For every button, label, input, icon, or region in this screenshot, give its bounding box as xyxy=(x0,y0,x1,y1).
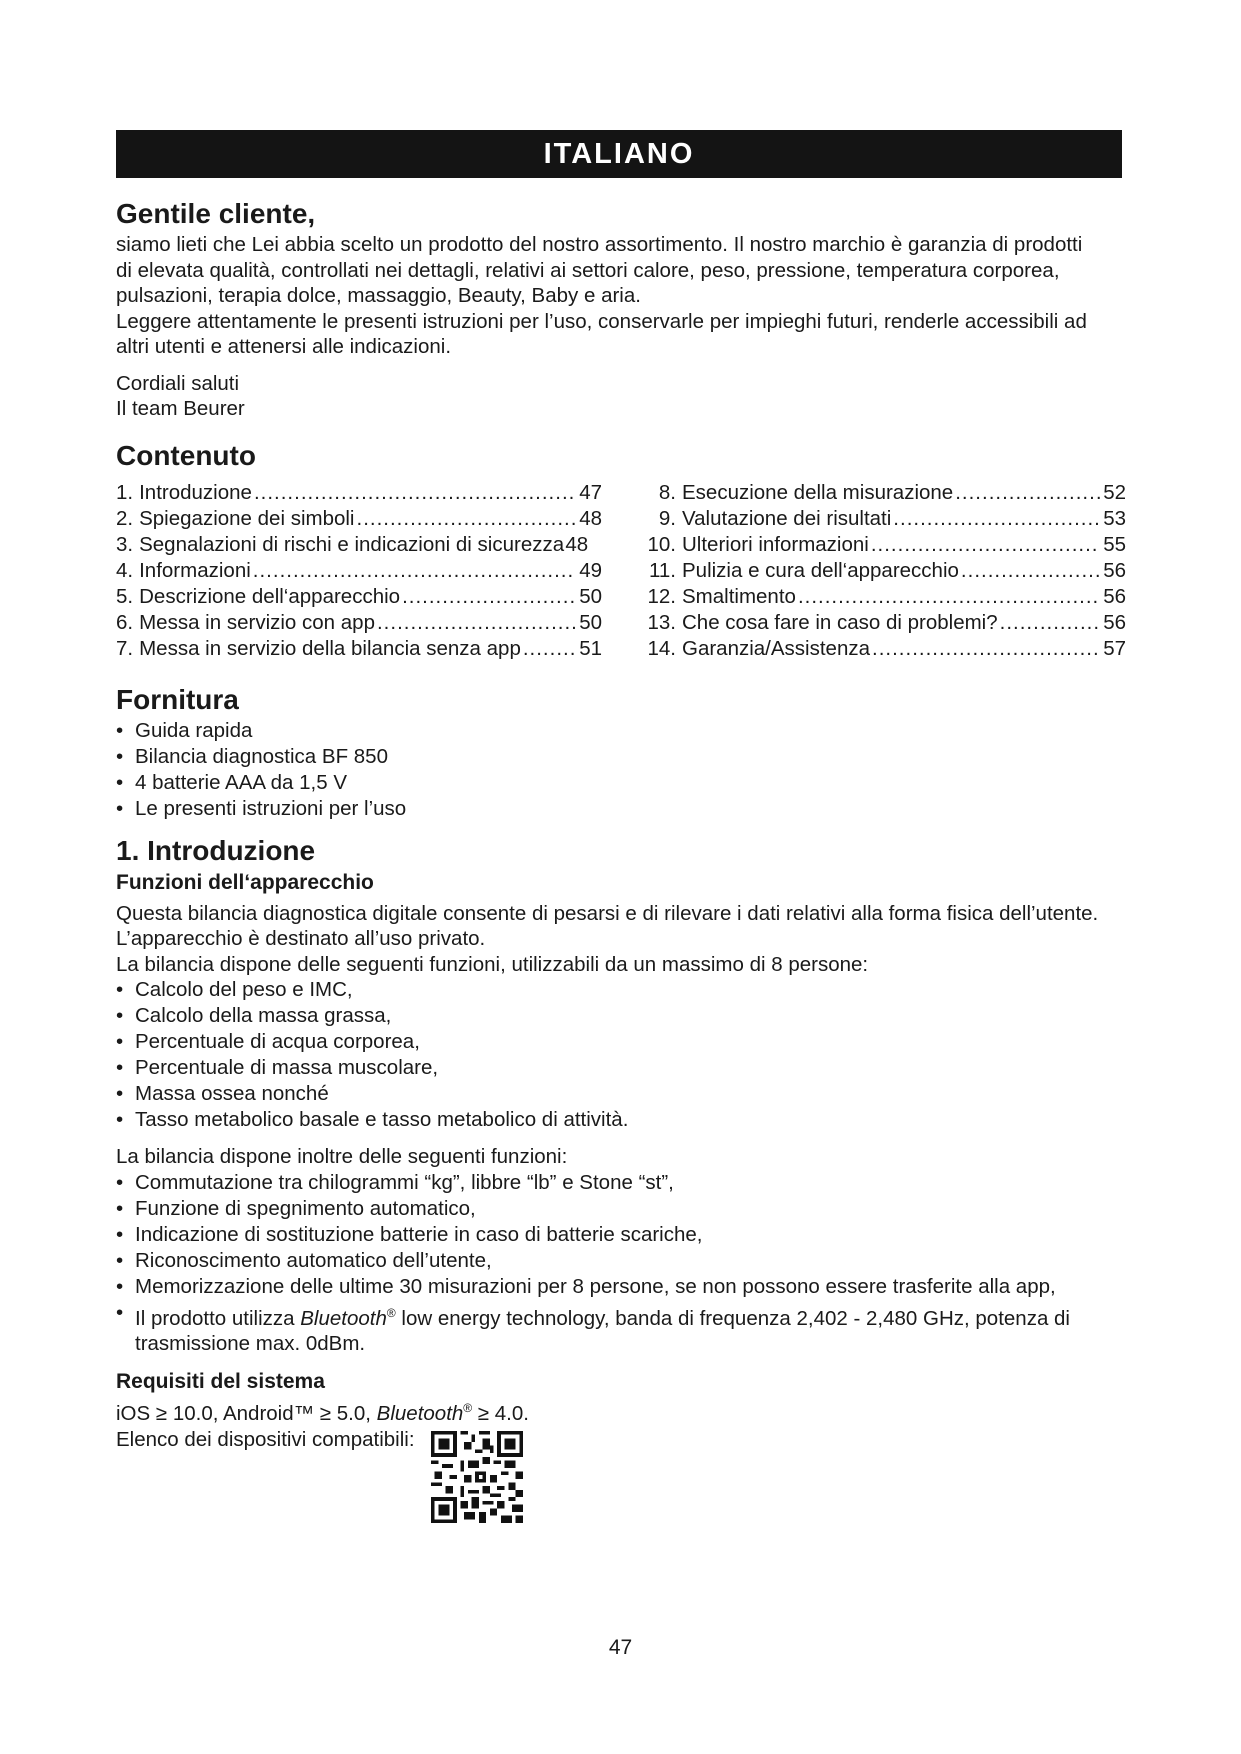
list-item-bluetooth: • Il prodotto utilizza Bluetooth® low energy technology, banda di frequenza 2,402 - 2,480 GHz, potenza di trasmissione max. 0dBm. xyxy=(116,1300,1126,1358)
list-item: • Calcolo del peso e IMC, xyxy=(116,977,1126,1003)
language-title: ITALIANO xyxy=(543,137,695,170)
toc-right-column xyxy=(640,480,1126,662)
list-item: • Percentuale di acqua corporea, xyxy=(116,1029,1126,1055)
list-item: • Calcolo della massa grassa, xyxy=(116,1003,1126,1029)
contents-heading: Contenuto xyxy=(116,439,256,471)
extra-functions-intro: La bilancia dispone inoltre delle seguenti funzioni: xyxy=(116,1145,568,1168)
toc-entry: 9. Valutazione dei risultati ..... 53 xyxy=(640,506,1126,532)
greeting-line: siamo lieti che Lei abbia scelto un prodotto del nostro assortimento. Il nostro marchio è garanzia di prodotti xyxy=(116,233,1083,256)
intro-line: La bilancia dispone delle seguenti funzioni, utilizzabili da un massimo di 8 persone: xyxy=(116,952,869,976)
toc-entry: 4. Informazioni ..... 49 xyxy=(116,558,602,584)
toc-entry: 1. Introduzione ..... 47 xyxy=(116,480,602,506)
language-banner xyxy=(116,130,1122,178)
list-item: • Guida rapida xyxy=(116,718,1126,744)
qr-code-icon[interactable] xyxy=(431,1431,523,1523)
table-of-contents xyxy=(116,480,1126,662)
greeting-line: pulsazioni, terapia dolce, massaggio, Beauty, Baby e aria. xyxy=(116,284,641,307)
list-item: • Tasso metabolico basale e tasso metabolico di attività. xyxy=(116,1107,1126,1133)
toc-entry: 10. Ulteriori informazioni ..... 55 xyxy=(640,532,1126,558)
toc-entry: 12. Smaltimento ..... 56 xyxy=(640,584,1126,610)
toc-entry: 5. Descrizione dell‘apparecchio ..... 50 xyxy=(116,584,602,610)
list-item: • Memorizzazione delle ultime 30 misurazioni per 8 persone, se non possono essere trasferite alla app, xyxy=(116,1274,1126,1300)
toc-entry: 14. Garanzia/Assistenza ..... 57 xyxy=(640,636,1126,662)
closing-text: Cordiali saluti xyxy=(116,371,240,395)
greeting-line: di elevata qualità, controllati nei dettagli, relativi ai settori calore, peso, pressione, temperatura corporea, xyxy=(116,258,1060,282)
compatible-devices xyxy=(116,1427,1126,1523)
functions-list xyxy=(116,977,1126,1133)
greeting-line: altri utenti e attenersi alle indicazioni. xyxy=(116,335,452,358)
list-item: • Bilancia diagnostica BF 850 xyxy=(116,744,1126,770)
toc-entry: 13. Che cosa fare in caso di problemi? ..... 56 xyxy=(640,610,1126,636)
compatible-devices-label: Elenco dei dispositivi compatibili: xyxy=(116,1427,415,1451)
toc-entry: 6. Messa in servizio con app ..... 50 xyxy=(116,610,602,636)
requirements-heading: Requisiti del sistema xyxy=(116,1370,325,1394)
intro-heading: 1. Introduzione xyxy=(116,834,316,866)
signature-text: Il team Beurer xyxy=(116,397,245,420)
extra-functions-list xyxy=(116,1170,1126,1358)
greeting-line: Leggere attentamente le presenti istruzioni per l’uso, conservarle per impieghi futuri, renderle accessibili ad xyxy=(116,309,1087,333)
toc-entry: 11. Pulizia e cura dell‘apparecchio ..... 56 xyxy=(640,558,1126,584)
toc-entry: 2. Spiegazione dei simboli ..... 48 xyxy=(116,506,602,532)
page-number: 47 xyxy=(608,1636,633,1659)
toc-entry: 8. Esecuzione della misurazione ..... 52 xyxy=(640,480,1126,506)
greeting-heading: Gentile cliente, xyxy=(116,198,316,229)
supply-heading: Fornitura xyxy=(116,683,239,715)
toc-left-column xyxy=(116,480,602,662)
functions-subheading: Funzioni dell‘apparecchio xyxy=(116,870,374,894)
list-item: • 4 batterie AAA da 1,5 V xyxy=(116,770,1126,796)
toc-entry: 3. Segnalazioni di rischi e indicazioni di sicurezza 48 xyxy=(116,532,589,556)
list-item: • Commutazione tra chilogrammi “kg”, libbre “lb” e Stone “st”, xyxy=(116,1170,1126,1196)
toc-entry: 7. Messa in servizio della bilancia senza app ..... 51 xyxy=(116,636,602,662)
intro-line: Questa bilancia diagnostica digitale consente di pesarsi e di rilevare i dati relativi alla forma fisica dell’utente. xyxy=(116,901,1099,925)
supply-list xyxy=(116,718,1126,822)
list-item: • Percentuale di massa muscolare, xyxy=(116,1055,1126,1081)
list-item: • Funzione di spegnimento automatico, xyxy=(116,1196,1126,1222)
list-item: • Le presenti istruzioni per l’uso xyxy=(116,796,1126,822)
list-item: • Massa ossea nonché xyxy=(116,1081,1126,1107)
requirements-text: iOS ≥ 10.0, Android™ ≥ 5.0, Bluetooth® ≥ 4.0. xyxy=(116,1401,529,1426)
list-item: • Riconoscimento automatico dell’utente, xyxy=(116,1248,1126,1274)
page-content xyxy=(116,196,1126,1523)
intro-line: L’apparecchio è destinato all’uso privato. xyxy=(116,927,486,950)
list-item: • Indicazione di sostituzione batterie in caso di batterie scariche, xyxy=(116,1222,1126,1248)
